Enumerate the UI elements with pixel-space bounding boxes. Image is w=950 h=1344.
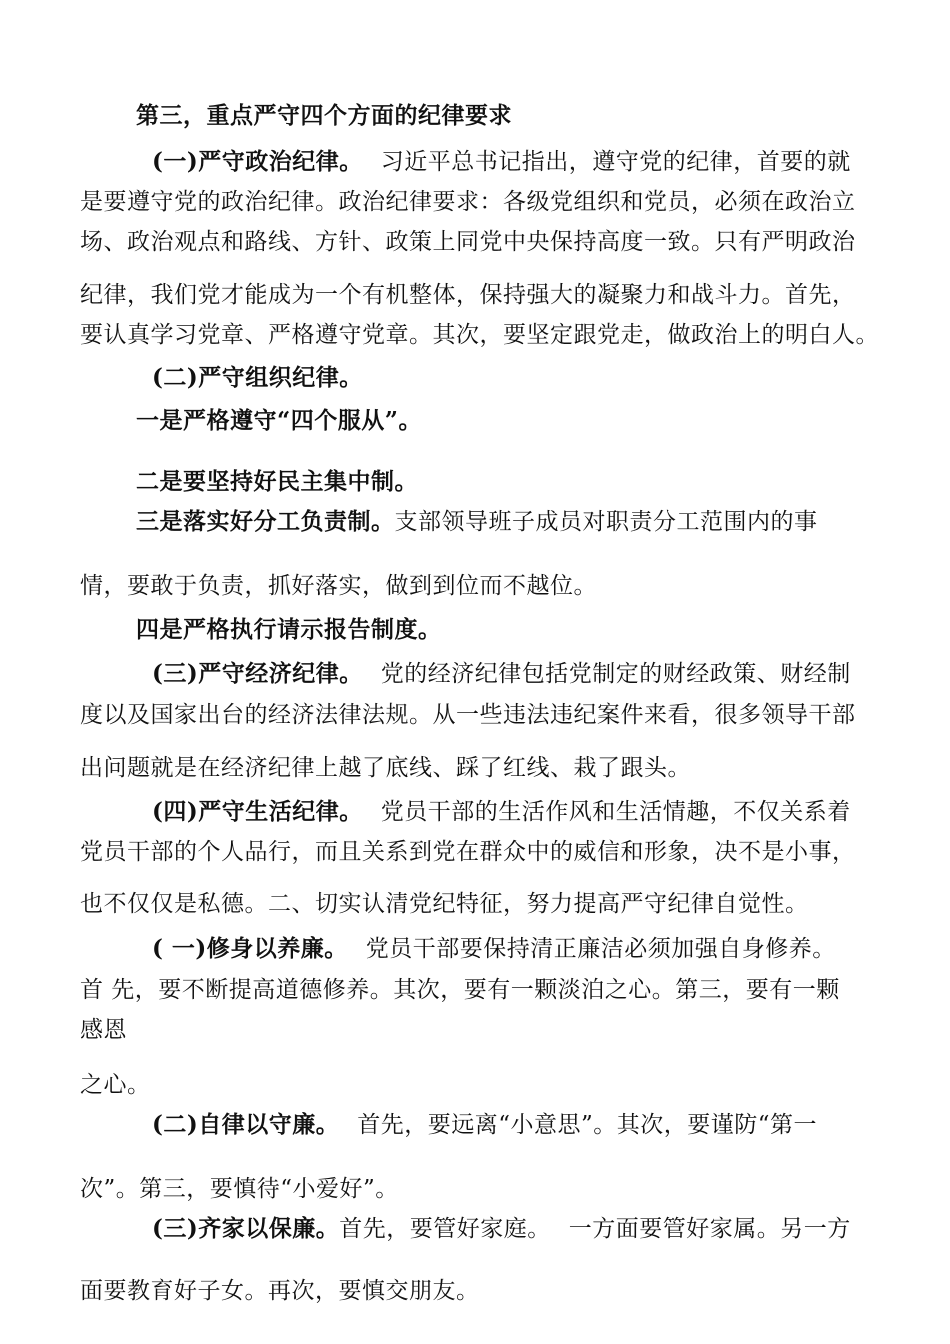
paragraph-title: (二)严守组织纪律。 [152,364,363,391]
paragraph-self-cultivation [152,934,836,964]
paragraph-text: 首先，要管好家庭。 [339,1216,551,1242]
text-line: 纪律，我们党才能成为一个有机整体，保持强大的凝聚力和战斗力。首先， [80,282,856,308]
paragraph-text: 一方面要管好家属。另一方 [568,1216,851,1242]
section-heading: 第三，重点严守四个方面的纪律要求 [136,102,512,129]
text-line: 情，要敢于负责，抓好落实，做到到位而不越位。 [80,573,597,599]
text-line: 党员干部的个人品行，而且关系到党在群众中的威信和形象，决不是小事， [80,839,856,865]
text-line: 次”。第三，要慎待“小爱好”。 [80,1176,399,1202]
paragraph-text: 党的经济纪律包括党制定的财经政策、财经制 [380,661,851,687]
list-item [136,507,818,537]
paragraph-title: ( 一)修身以养廉。 [152,935,348,962]
paragraph-political-discipline [152,147,851,177]
list-item: 四是严格执行请示报告制度。 [136,616,442,643]
paragraph-title: (三)严守经济纪律。 [152,660,363,687]
text-line: 之心。 [80,1072,151,1098]
paragraph-text: 首先，要远离“小意思”。其次，要谨防“第一 [357,1112,818,1138]
paragraph-title: (一)严守政治纪律。 [152,148,363,175]
paragraph-self-discipline [152,1110,817,1140]
text-line: 首 先，要不断提高道德修养。其次，要有一颗淡泊之心。第三，要有一颗 [80,977,840,1003]
paragraph-title: (四)严守生活纪律。 [152,798,363,825]
list-item-text: 支部领导班子成员对职责分工范围内的事 [394,509,818,535]
paragraph-text: 习近平总书记指出，遵守党的纪律，首要的就 [380,149,851,175]
text-line: 是要遵守党的政治纪律。政治纪律要求：各级党组织和党员，必须在政治立 [80,189,856,215]
paragraph-title: (三)齐家以保廉。 [152,1215,340,1242]
text-line: 也不仅仅是私德。二、切实认清党纪特征，努力提高严守纪律自觉性。 [80,891,809,917]
list-item: 一是严格遵守“四个服从”。 [136,407,422,434]
list-item-title: 三是落实好分工负责制。 [136,508,395,535]
list-item: 二是要坚持好民主集中制。 [136,468,418,495]
text-line: 出问题就是在经济纪律上越了底线、踩了红线、栽了跟头。 [80,755,691,781]
paragraph-text: 党员干部要保持清正廉洁必须加强自身修养。 [365,936,836,962]
text-line: 度以及国家出台的经济法律法规。从一些违法违纪案件来看，很多领导干部 [80,702,856,728]
paragraph-life-discipline [152,797,851,827]
text-line: 感恩 [80,1017,127,1043]
text-line: 要认真学习党章、严格遵守党章。其次，要坚定跟党走，做政治上的明白人。 [80,322,879,348]
paragraph-text: 党员干部的生活作风和生活情趣，不仅关系着 [380,799,851,825]
paragraph-family [152,1214,851,1244]
text-line: 面要教育好子女。再次，要慎交朋友。 [80,1278,480,1304]
paragraph-title: (二)自律以守廉。 [152,1111,340,1138]
paragraph-economic-discipline [152,659,851,689]
text-line: 场、政治观点和路线、方针、政策上同党中央保持高度一致。只有严明政治 [80,229,856,255]
